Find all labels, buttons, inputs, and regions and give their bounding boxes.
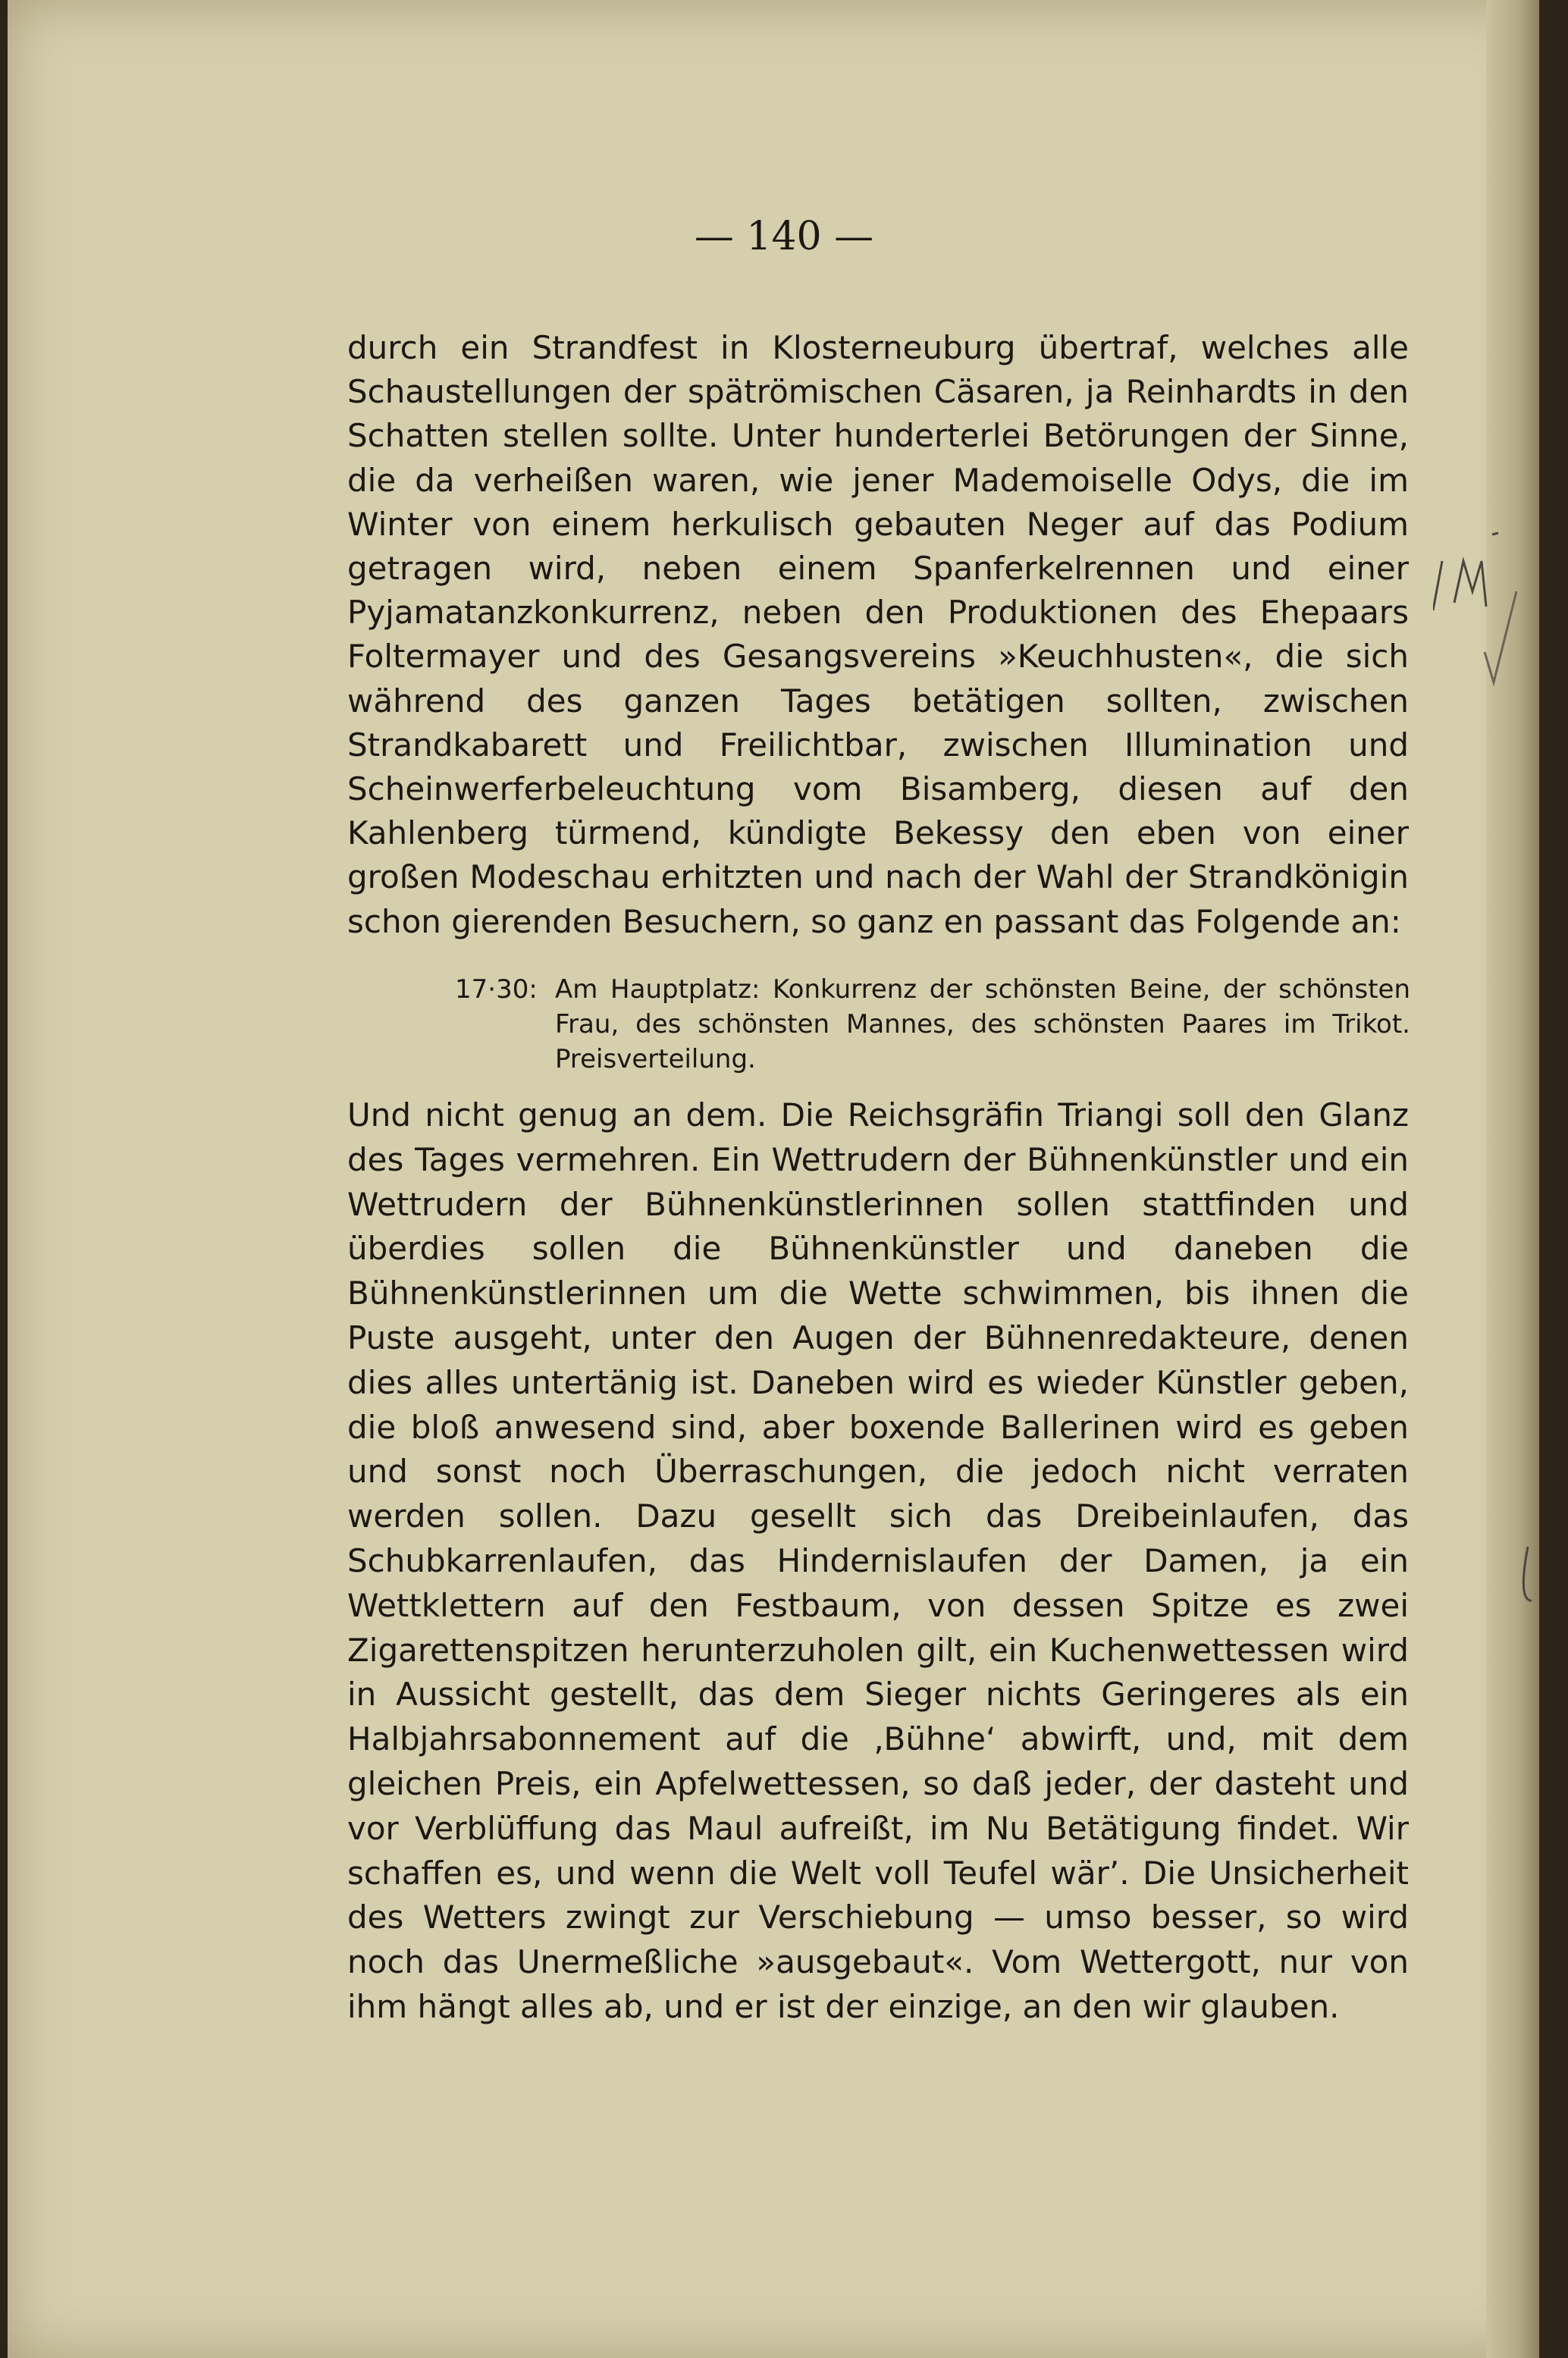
schedule-time: 17·30: (455, 974, 538, 1005)
pencil-dash-mark (1492, 533, 1498, 535)
page-number: — 140 — (694, 214, 874, 259)
paragraph-1: durch ein Strandfest in Klosterneuburg übertraf, welches alle Schaustellungen der spätrömischen Cäsaren, ja Reinhardts in den Schatten stellen sollte. Unter hunderterlei Betörungen der Sinne, die da verheißen waren, wie jener Mademoiselle Odys, die im Winter von einem herkulisch gebauten Neger auf das Podium getragen wird, neben einem Spanferkelrennen und einer Pyjamatanzkonkurrenz, neben den Produktionen des Ehepaars Foltermayer und des Gesangsvereins »Keuchhusten«, die sich während des ganzen Tages betätigen sollten, zwischen Strandkabarett und Freilichtbar, zwischen Illumination und Scheinwerferbeleuchtung vom Bisamberg, diesen auf den Kahlenberg türmend, kündigte Bekessy den eben von einer großen Modeschau erhitzten und nach der Wahl der Strandkönigin schon gierenden Besuchern, so ganz en passant das Folgende an: (347, 329, 1409, 940)
pencil-curve-mark (1523, 1547, 1532, 1601)
pencil-slash-mark (1433, 561, 1442, 610)
pencil-tick-mark (1485, 591, 1516, 682)
schedule-text: Am Hauptplatz: Konkurrenz der schönsten Beine, der schönsten Frau, des schönsten Mannes, des schönsten Paares im Trikot. Preisverteilung. (555, 974, 1410, 1074)
schedule-entry (455, 972, 1410, 1077)
paragraph-2: Und nicht genug an dem. Die Reichsgräfin Triangi soll den Glanz des Tages vermehren. Ein Wettrudern der Bühnenkünstler und ein Wettrudern der Bühnenkünstlerinnen sollen stattfinden und überdies sollen die Bühnenkünstler und daneben die Bühnenkünstlerinnen um die Wette schwimmen, bis ihnen die Puste ausgeht, unter den Augen der Bühnenredakteure, denen dies alles untertänig ist. Daneben wird es wieder Künstler geben, die bloß anwesend sind, aber boxende Ballerinen wird es geben und sonst noch Überraschungen, die jedoch nicht verraten werden sollen. Dazu gesellt sich das Dreibeinlaufen, das Schubkarrenlaufen, das Hindernislaufen der Damen, ja ein Wettklettern auf den Festbaum, von dessen Spitze es zwei Zigarettenspitzen herunterzuholen gilt, ein Kuchenwettessen wird in Aussicht gestellt, das dem Sieger nichts Geringeres als ein Halbjahrsabonnement auf die ‚Bühne‘ abwirft, und, mit dem gleichen Preis, ein Apfelwettessen, so daß jeder, der dasteht und vor Verblüffung das Maul aufreißt, im Nu Betätigung findet. Wir schaffen es, und wenn die Welt voll Teufel wär’. Die Unsicherheit des Wetters zwingt zur Verschiebung — umso besser, so wird noch das Unermeßliche »ausgebaut«. Vom Wettergott, nur von ihm hängt alles ab, und er ist der einzige, an den wir glauben. (347, 1096, 1409, 2025)
pencil-letter-mark (1454, 561, 1486, 607)
pencil-margin-marks (1433, 455, 1532, 1668)
